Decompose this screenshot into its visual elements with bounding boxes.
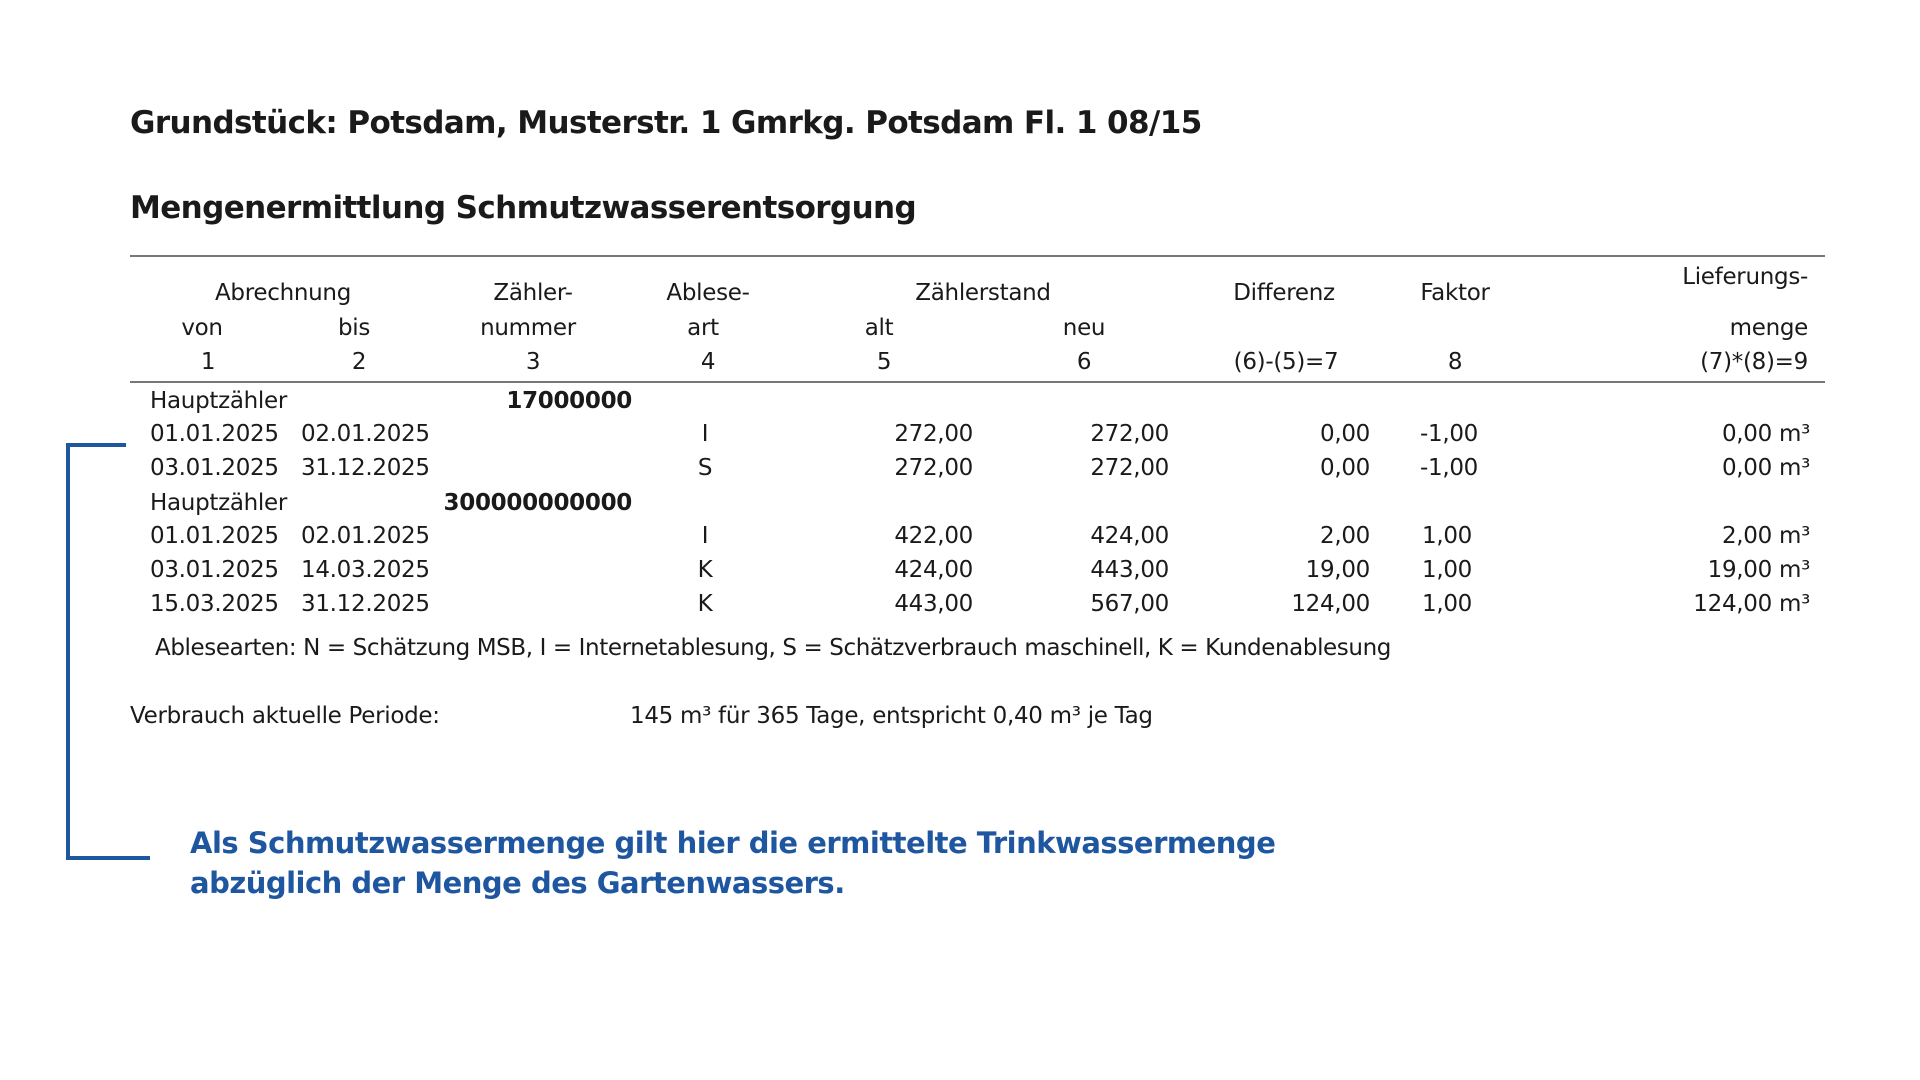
header-von: von: [181, 315, 223, 341]
column-number-3: 3: [525, 349, 541, 375]
cell-lieferungsmenge: 0,00 m³: [1721, 421, 1810, 447]
cell-neu: 443,00: [1090, 557, 1169, 583]
header-alt: alt: [864, 315, 894, 341]
meter-number: 17000000: [506, 388, 632, 414]
callout-line-2: abzüglich der Menge des Gartenwassers.: [190, 866, 845, 900]
cell-ableseart: I: [701, 523, 709, 549]
cell-alt: 422,00: [894, 523, 973, 549]
cell-differenz: 19,00: [1305, 557, 1370, 583]
cell-bis: 31.12.2025: [301, 455, 430, 481]
cell-faktor: -1,00: [1419, 455, 1478, 481]
column-number-2: 2: [351, 349, 367, 375]
cell-neu: 272,00: [1090, 421, 1169, 447]
cell-differenz: 2,00: [1319, 523, 1370, 549]
callout-note: [190, 823, 1275, 903]
cell-alt: 272,00: [894, 421, 973, 447]
cell-faktor: 1,00: [1421, 523, 1472, 549]
cell-ableseart: K: [697, 591, 713, 617]
header-ableseart-1: Ablese-: [666, 280, 750, 306]
cell-von: 01.01.2025: [150, 421, 279, 447]
column-number-5: 5: [876, 349, 892, 375]
cell-neu: 567,00: [1090, 591, 1169, 617]
cell-neu: 272,00: [1090, 455, 1169, 481]
section-title: Mengenermittlung Schmutzwasserentsorgung: [130, 190, 917, 226]
cell-bis: 02.01.2025: [301, 523, 430, 549]
table-header-rule: [130, 381, 1825, 383]
header-faktor: Faktor: [1420, 280, 1490, 306]
cell-bis: 14.03.2025: [301, 557, 430, 583]
cell-faktor: 1,00: [1421, 557, 1472, 583]
column-number-4: 4: [700, 349, 716, 375]
cell-faktor: 1,00: [1421, 591, 1472, 617]
column-number-8: 8: [1447, 349, 1463, 375]
cell-ableseart: I: [701, 421, 709, 447]
cell-differenz: 0,00: [1319, 455, 1370, 481]
header-zaehlerstand: Zählerstand: [915, 280, 1051, 306]
table-top-rule: [130, 255, 1825, 257]
cell-differenz: 0,00: [1319, 421, 1370, 447]
consumption-value: 145 m³ für 365 Tage, entspricht 0,40 m³ je Tag: [630, 703, 1153, 729]
cell-bis: 02.01.2025: [301, 421, 430, 447]
meter-label: Hauptzähler: [150, 388, 288, 414]
cell-lieferungsmenge: 19,00 m³: [1707, 557, 1810, 583]
cell-von: 01.01.2025: [150, 523, 279, 549]
cell-lieferungsmenge: 2,00 m³: [1721, 523, 1810, 549]
header-zaehlernummer-1: Zähler-: [493, 280, 573, 306]
header-abrechnung: Abrechnung: [215, 280, 351, 306]
cell-differenz: 124,00: [1291, 591, 1370, 617]
column-number-6: 6: [1076, 349, 1092, 375]
cell-bis: 31.12.2025: [301, 591, 430, 617]
consumption-label: Verbrauch aktuelle Periode:: [130, 703, 440, 729]
header-lieferungsmenge-2: menge: [1729, 315, 1808, 341]
cell-von: 03.01.2025: [150, 455, 279, 481]
reading-types-legend: Ablesearten: N = Schätzung MSB, I = Internetablesung, S = Schätzverbrauch maschinell, K = Kundenablesung: [155, 635, 1391, 661]
cell-lieferungsmenge: 0,00 m³: [1721, 455, 1810, 481]
bracket-top-line: [66, 443, 126, 447]
cell-neu: 424,00: [1090, 523, 1169, 549]
cell-alt: 424,00: [894, 557, 973, 583]
header-neu: neu: [1062, 315, 1106, 341]
page-title: Grundstück: Potsdam, Musterstr. 1 Gmrkg. Potsdam Fl. 1 08/15: [130, 105, 1202, 141]
column-number-9: (7)*(8)=9: [1700, 349, 1808, 375]
header-bis: bis: [337, 315, 371, 341]
header-lieferungsmenge-1: Lieferungs-: [1682, 264, 1808, 290]
cell-ableseart: K: [697, 557, 713, 583]
header-ableseart-2: art: [687, 315, 719, 341]
column-number-7: (6)-(5)=7: [1233, 349, 1339, 375]
cell-lieferungsmenge: 124,00 m³: [1693, 591, 1810, 617]
column-number-1: 1: [200, 349, 216, 375]
cell-von: 03.01.2025: [150, 557, 279, 583]
cell-faktor: -1,00: [1419, 421, 1478, 447]
callout-line-1: Als Schmutzwassermenge gilt hier die ermittelte Trinkwassermenge: [190, 826, 1276, 860]
cell-alt: 443,00: [894, 591, 973, 617]
cell-ableseart: S: [697, 455, 713, 481]
header-differenz: Differenz: [1233, 280, 1335, 306]
cell-alt: 272,00: [894, 455, 973, 481]
header-zaehlernummer-2: nummer: [480, 315, 576, 341]
meter-number: 300000000000: [443, 490, 632, 516]
bracket-vertical-line: [66, 443, 70, 860]
meter-label: Hauptzähler: [150, 490, 288, 516]
cell-von: 15.03.2025: [150, 591, 279, 617]
bracket-bottom-line: [66, 856, 150, 860]
